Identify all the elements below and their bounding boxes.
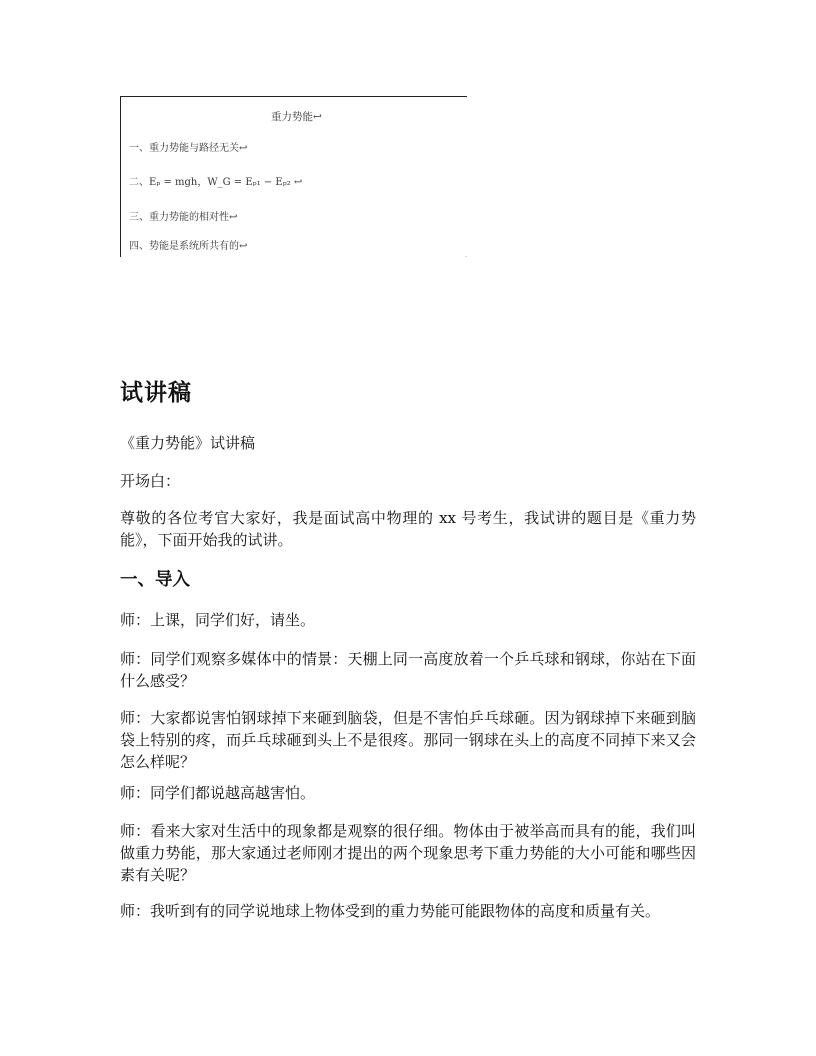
paragraph-5: 师：看来大家对生活中的现象都是观察的很仔细。物体由于被举高而具有的能，我们叫做重力势能，那大家通过老师刚才提出的两个现象思考下重力势能的大小可能和哪些因素有关呢？ — [120, 822, 696, 884]
paragraph-1: 师：上课，同学们好，请坐。 — [120, 611, 316, 629]
paragraph-2: 师：同学们观察多媒体中的情景：天棚上同一高度放着一个乒乓球和钢球，你站在下面什么感受？ — [120, 650, 696, 690]
blackboard-design-image — [120, 96, 467, 257]
paragraph-6: 师：我听到有的同学说地球上物体受到的重力势能可能跟物体的高度和质量有关。 — [120, 902, 661, 920]
paragraph-4: 师：同学们都说越高越害怕。 — [120, 784, 316, 802]
board-line-3: 三、重力势能的相对性↩ — [129, 212, 238, 223]
board-corner-dot: . — [465, 252, 467, 259]
paragraph-3: 师：大家都说害怕钢球掉下来砸到脑袋，但是不害怕乒乓球砸。因为钢球掉下来砸到脑袋上特别的疼，而乒乓球砸到头上不是很疼。那同一钢球在头上的高度不同掉下来又会怎么样呢？ — [120, 709, 696, 771]
board-title: 重力势能↩ — [271, 111, 322, 123]
board-line-2: 二、Eₚ = mgh，W_G = Eₚ₁ − Eₚ₂ ↩ — [129, 177, 303, 188]
lecture-subtitle: 《重力势能》试讲稿 — [120, 434, 256, 452]
opening-label: 开场白： — [120, 472, 181, 490]
section-title-introduction: 一、导入 — [120, 570, 190, 590]
board-line-4: 四、势能是系统所共有的↩ — [129, 241, 248, 252]
board-line-1: 一、重力势能与路径无关↩ — [129, 143, 248, 154]
document-title: 试讲稿 — [120, 379, 192, 406]
opening-text: 尊敬的各位考官大家好，我是面试高中物理的 xx 号考生，我试讲的题目是《重力势能》，下面开始我的试讲。 — [120, 509, 696, 549]
